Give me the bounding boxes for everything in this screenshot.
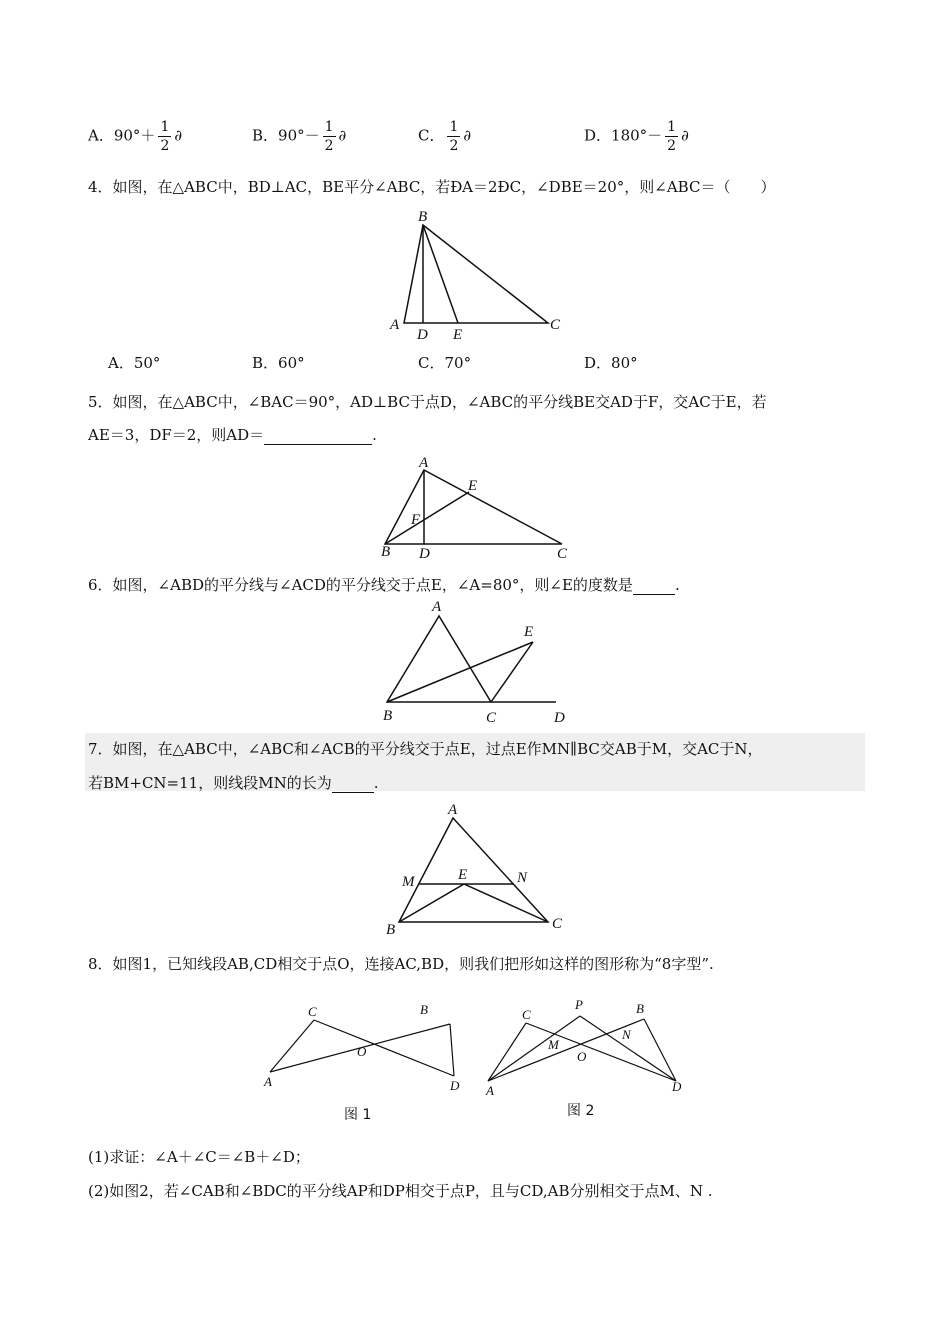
q8-figure-1 — [260, 1000, 470, 1093]
q8-fig1-label-c: C — [308, 1004, 317, 1019]
q8-fig1-label-b: B — [420, 1002, 428, 1017]
q5-line1: 5．如图，在△ABC中，∠BAC＝90°，AD⊥BC于点D，∠ABC的平分线BE交AD于F，交AC于E，若 — [88, 393, 767, 411]
q4-option-b: B．60° — [252, 354, 305, 372]
q3-option-a: A．90°＋ $\frac{1}{2}$ ∂ — [88, 119, 183, 154]
q4-option-a: A．50° — [108, 354, 161, 372]
q6-label-e: E — [524, 624, 534, 640]
q3-option-d: D．180°－ $\frac{1}{2}$ ∂ — [584, 119, 689, 154]
q7-label-c: C — [552, 916, 563, 932]
q8-fig2-label-p: P — [575, 997, 583, 1012]
q6-label-a: A — [432, 599, 442, 615]
q4-label-c: C — [550, 317, 561, 333]
q8-fig2-caption: 图 2 — [567, 1103, 595, 1119]
q3-option-b: B．90°－ $\frac{1}{2}$ ∂ — [252, 119, 347, 154]
q8-fig2-label-o: O — [577, 1049, 587, 1064]
q5-line2: AE＝3，DF＝2，则AD＝ . — [88, 426, 377, 444]
q8-fig1-caption: 图 1 — [344, 1107, 372, 1123]
q5-label-b: B — [381, 544, 391, 560]
q8-fig1-label-a: A — [264, 1074, 272, 1089]
q4-option-c: C．70° — [418, 354, 472, 372]
q7-label-e: E — [458, 867, 468, 883]
q3-option-c: C． $\frac{1}{2}$ ∂ — [418, 119, 472, 154]
q4-label-e: E — [453, 327, 463, 343]
q4-label-d: D — [417, 327, 428, 343]
q8-fig1-label-d: D — [450, 1078, 460, 1093]
q8-line1: 8．如图1，已知线段AB,CD相交于点O，连接AC,BD，则我们把形如这样的图形称为“8字型”. — [88, 955, 714, 973]
q5-label-c: C — [557, 546, 568, 562]
q5-label-f: F — [411, 512, 421, 528]
q4-label-a: A — [390, 317, 400, 333]
q7-figure — [380, 798, 580, 938]
q8-part2: (2)如图2，若∠CAB和∠BDC的平分线AP和DP相交于点P，且与CD,AB分别相交于点M、N . — [88, 1182, 713, 1200]
q7-label-n: N — [517, 870, 528, 886]
q5-label-a: A — [419, 455, 429, 471]
q8-fig2-label-c: C — [522, 1007, 531, 1022]
q7-line2: 若BM+CN=11，则线段MN的长为 . — [88, 774, 379, 792]
q4-label-b: B — [418, 209, 428, 225]
q5-figure — [375, 450, 575, 560]
q8-fig2-label-d: D — [672, 1079, 682, 1094]
q6-text: 6．如图，∠ABD的平分线与∠ACD的平分线交于点E，∠A=80°，则∠E的度数是 . — [88, 576, 680, 594]
q7-label-a: A — [448, 802, 458, 818]
q5-label-e: E — [468, 478, 478, 494]
q6-label-c: C — [486, 710, 497, 726]
q6-figure — [380, 598, 580, 728]
q8-fig2-label-m: M — [548, 1037, 559, 1052]
q7-line1: 7．如图，在△ABC中，∠ABC和∠ACB的平分线交于点E，过点E作MN∥BC交AB于M，交AC于N， — [88, 740, 763, 758]
q4-option-d: D．80° — [584, 354, 638, 372]
q6-label-d: D — [554, 710, 565, 726]
q8-fig1-label-o: O — [357, 1044, 367, 1059]
q8-figure-2 — [480, 995, 700, 1098]
q4-figure — [380, 205, 580, 345]
q8-part1: (1)求证：∠A＋∠C＝∠B＋∠D； — [88, 1148, 310, 1166]
q4-text: 4．如图，在△ABC中，BD⊥AC，BE平分∠ABC，若ÐA＝2ÐC，∠DBE＝20°，则∠ABC＝（ ） — [88, 178, 776, 196]
q5-label-d: D — [419, 546, 430, 562]
q6-label-b: B — [383, 708, 393, 724]
q8-fig2-label-n: N — [622, 1027, 631, 1042]
q8-fig2-label-b: B — [636, 1001, 644, 1016]
q7-label-m: M — [402, 874, 415, 890]
q8-fig2-label-a: A — [486, 1083, 494, 1098]
q7-label-b: B — [386, 922, 396, 938]
